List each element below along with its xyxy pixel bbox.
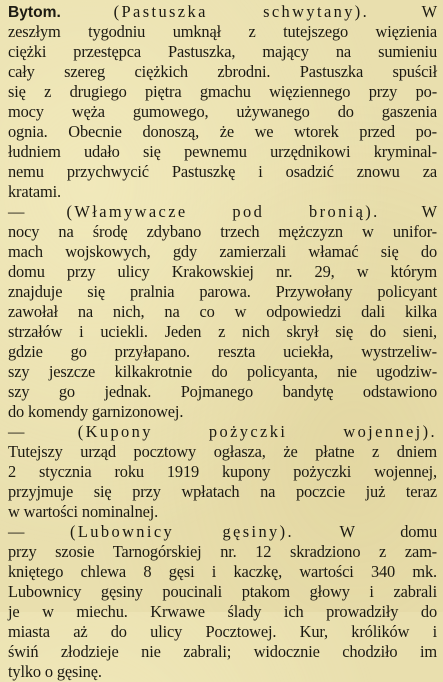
text-line — [8, 502, 437, 522]
line-text: ognia. Obecnie donoszą, że we wtorek przed po- — [8, 122, 437, 141]
text-line — [8, 362, 437, 382]
text-line — [8, 462, 437, 482]
line-text: w wartości nominalnej. — [8, 502, 159, 521]
line-text: kratami. — [8, 182, 61, 201]
text-line — [8, 62, 437, 82]
text-line — [8, 82, 437, 102]
text-line — [8, 202, 437, 222]
text-line — [8, 422, 437, 442]
line-text: je w miechu. Krwawe ślady ich prowadziły do — [8, 602, 437, 621]
line-text: ciężki przestępca Pastuszka, mający na sumieniu — [8, 42, 437, 61]
line-text: przyjmuje się przy wpłatach na poczcie już teraz — [8, 482, 437, 501]
line-text: się z drugiego piętra gmachu więziennego przy po- — [8, 82, 437, 101]
line-text: gdzie go przyłapano. reszta uciekła, wystrzeliw- — [8, 342, 437, 361]
text-line — [8, 122, 437, 142]
text-line — [8, 22, 437, 42]
line-text: znajduje się pralnia parowa. Przywołany policyant — [8, 282, 437, 301]
dateline: Bytom. — [8, 4, 61, 21]
text-line — [8, 662, 437, 682]
line-text: Tutejszy urząd pocztowy ogłasza, że płatne z dniem — [8, 442, 437, 461]
newspaper-clipping — [0, 2, 443, 681]
line-text: strzałów i uciekli. Jeden z nich skrył się do sieni, — [8, 322, 437, 341]
text-line — [8, 622, 437, 642]
section-heading: (Włamywacze pod bronią). — [66, 202, 380, 221]
line-text: szy jeszcze kilkakrotnie do policyanta, nie ugodziw- — [8, 362, 437, 381]
line-text: nocy na środę zdybano trzech mężczyzn w unifor- — [8, 222, 437, 241]
line-text: do komendy garnizonowej. — [8, 402, 184, 421]
text-line — [8, 302, 437, 322]
text-line — [8, 142, 437, 162]
text-line — [8, 442, 437, 462]
dash: — — [8, 202, 67, 221]
text-line — [8, 342, 437, 362]
line-text: kniętego chlewa 8 gęsi i kaczkę, wartości 340 mk. — [8, 562, 437, 581]
text-line — [8, 182, 437, 202]
dash: — — [8, 422, 78, 441]
line-text: W domu — [294, 522, 437, 541]
section-heading: (Kupony pożyczki wojennej). — [77, 422, 437, 441]
text-line — [8, 642, 437, 662]
line-text: W — [379, 202, 437, 221]
section-heading: (Pastuszka schwytany). — [113, 2, 370, 21]
text-line — [8, 42, 437, 62]
text-line — [8, 322, 437, 342]
line-text: nemu przychwycić Pastuszkę i osadzić znowu za — [8, 162, 437, 181]
text-line — [8, 222, 437, 242]
line-text: mach wojskowych, gdy zamierzali włamać się do — [8, 242, 437, 261]
line-text: 2 stycznia roku 1919 kupony pożyczki wojennej, — [8, 462, 437, 481]
line-text: mocy węża gumowego, używanego do gaszenia — [8, 102, 437, 121]
line-text: szy go jednak. Pojmanego bandytę odstawiono — [8, 382, 437, 401]
text-line — [8, 242, 437, 262]
line-text: łudniem udało się pewnemu urzędnikowi kryminal- — [8, 142, 437, 161]
line-text: zawołał na nich, na co w odpowiedzi dali kilka — [8, 302, 437, 321]
text-line — [8, 402, 437, 422]
text-line — [8, 162, 437, 182]
text-line — [8, 2, 437, 22]
line-text: domu przy ulicy Krakowskiej nr. 29, w którym — [8, 262, 437, 281]
text-line — [8, 262, 437, 282]
dash: — — [8, 522, 71, 541]
text-line — [8, 482, 437, 502]
text-line — [8, 102, 437, 122]
line-text: tylko o gęsinę. — [8, 662, 102, 681]
line-text: przy szosie Tarnogórskiej nr. 12 skradziono z zam- — [8, 542, 437, 561]
text-line — [8, 382, 437, 402]
section-heading: (Lubownicy gęsiny). — [70, 522, 294, 541]
text-line — [8, 522, 437, 542]
text-line — [8, 582, 437, 602]
text-line — [8, 542, 437, 562]
text-line — [8, 602, 437, 622]
text-line — [8, 562, 437, 582]
line-text: miasta aż do ulicy Pocztowej. Kur, królików i — [8, 622, 437, 641]
line-text: W — [369, 2, 437, 21]
line-text: Lubownicy gęsiny poucinali ptakom głowy i zabrali — [8, 582, 437, 601]
line-text: zeszłym tygodniu umknął z tutejszego więzienia — [8, 22, 437, 41]
article-body — [8, 2, 437, 682]
text-line — [8, 282, 437, 302]
line-text: cały szereg ciężkich zbrodni. Pastuszka spuścił — [8, 62, 437, 81]
line-text: świń złodzieje nie zabrali; widocznie chodziło im — [8, 642, 437, 661]
